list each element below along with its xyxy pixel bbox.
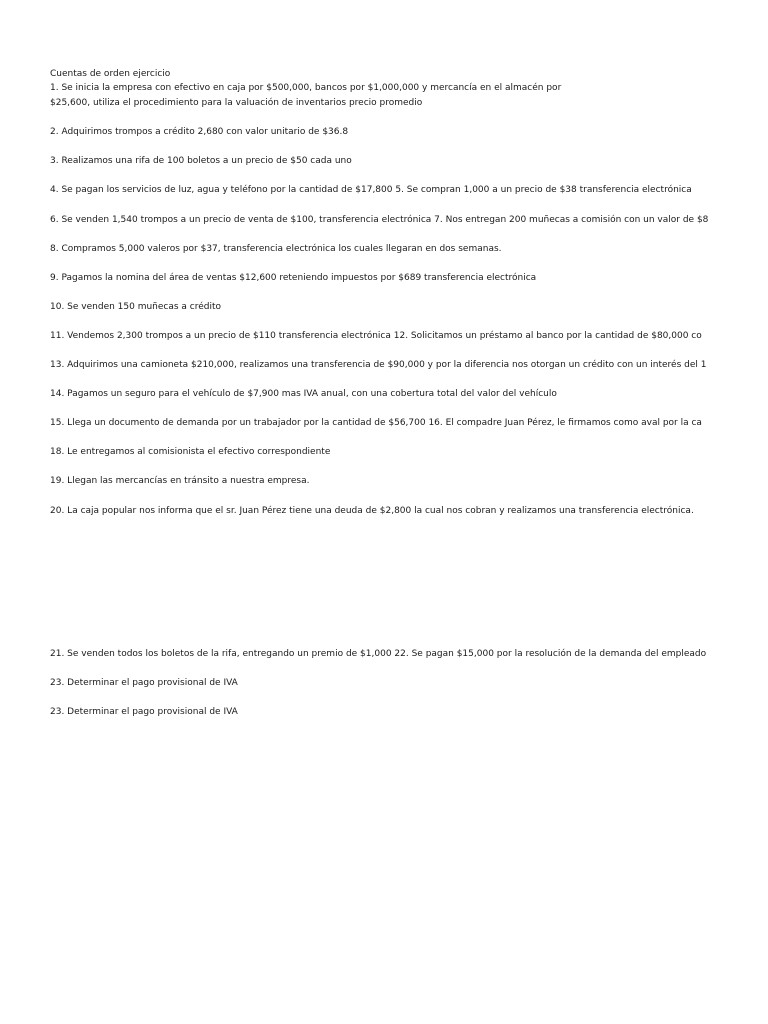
document-line-6: 8. Compramos 5,000 valeros por $37, transferencia electrónica los cuales llegaran en dos semanas. <box>50 244 502 254</box>
document-line-8: 10. Se venden 150 muñecas a crédito <box>50 302 222 312</box>
document-line-10: 13. Adquirimos una camioneta $210,000, realizamos una transferencia de $90,000 y por la diferencia nos otorgan un crédito con un interés del 1 <box>50 360 707 370</box>
document-line-12: 15. Llega un documento de demanda por un trabajador por la cantidad de $56,700 16. El compadre Juan Pérez, le firmamos como aval por la ca <box>50 418 702 428</box>
document-line-7: 9. Pagamos la nomina del área de ventas $12,600 reteniendo impuestos por $689 transferencia electrónica <box>50 273 537 283</box>
document-line-9: 11. Vendemos 2,300 trompos a un precio de $110 transferencia electrónica 12. Solicitamos un préstamo al banco por la cantidad de $80,000 co <box>50 331 702 341</box>
document-line-5: 6. Se venden 1,540 trompos a un precio de venta de $100, transferencia electrónica 7. Nos entregan 200 muñecas a comisión con un valor de $8 <box>50 215 709 225</box>
document-line-2: 2. Adquirimos trompos a crédito 2,680 con valor unitario de $36.8 <box>50 127 349 137</box>
document-line-14: 19. Llegan las mercancías en tránsito a nuestra empresa. <box>50 476 310 486</box>
document-line-4: 4. Se pagan los servicios de luz, agua y teléfono por la cantidad de $17,800 5. Se compran 1,000 a un precio de $38 transferencia electrónica <box>50 185 692 195</box>
document-line-16: 21. Se venden todos los boletos de la rifa, entregando un premio de $1,000 22. Se pagan $15,000 por la resolución de la demanda del empleado <box>50 649 707 659</box>
document-line-11: 14. Pagamos un seguro para el vehículo de $7,900 mas IVA anual, con una cobertura total del valor del vehículo <box>50 389 557 399</box>
document-line-15: 20. La caja popular nos informa que el sr. Juan Pérez tiene una deuda de $2,800 la cual nos cobran y realizamos una transferencia electrónica. <box>50 506 694 516</box>
document-line-18: 23. Determinar el pago provisional de IVA <box>50 707 238 717</box>
document-line-13: 18. Le entregamos al comisionista el efectivo correspondiente <box>50 447 331 457</box>
cut-off-line <box>50 83 673 95</box>
document-title: Cuentas de orden ejercicio <box>50 69 171 79</box>
cut-off-line-text: 1. Se inicia la empresa con efectivo en caja por $500,000, bancos por $1,000,000 y mercancía en el almacén por <box>50 83 562 93</box>
document-line-3: 3. Realizamos una rifa de 100 boletos a un precio de $50 cada uno <box>50 156 352 166</box>
document-line-17: 23. Determinar el pago provisional de IVA <box>50 678 238 688</box>
document-line-1: $25,600, utiliza el procedimiento para la valuación de inventarios precio promedio <box>50 98 423 108</box>
